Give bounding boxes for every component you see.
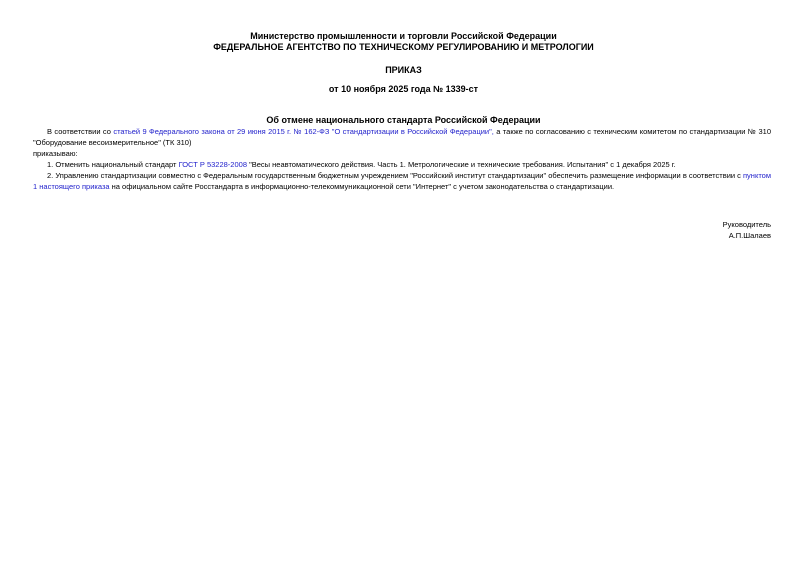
signature-position: Руководитель — [722, 220, 771, 229]
document-header — [0, 0, 807, 53]
signature-block — [33, 219, 771, 241]
order-item-2 — [33, 170, 771, 192]
signature-name: А.П.Шалаев — [728, 231, 771, 240]
doc-date-number: от 10 ноября 2025 года № 1339-ст — [328, 84, 479, 94]
preamble-text-after: а также по согласованию с техническим комитетом по стандартизации № 310 "Оборудование весоизмерительное" (ТК 310) — [33, 127, 771, 147]
ministry-line: Министерство промышленности и торговли Российской Федерации — [250, 31, 557, 41]
doc-title: Об отмене национального стандарта Российской Федерации — [266, 115, 541, 125]
order-word: приказываю: — [33, 149, 78, 158]
item2-text-before: 2. Управлению стандартизации совместно с Федеральным государственным бюджетным учреждением "Российский институт стандартизации" обеспечить размещение информации в соответствии с — [47, 171, 743, 180]
document-body — [33, 126, 771, 241]
item2-text-after: на официальном сайте Росстандарта в информационно-телекоммуникационной сети "Интернет" с учетом законодательства о стандартизации. — [109, 182, 615, 191]
item1-text-after: "Весы неавтоматического действия. Часть 1. Метрологические и технические требования. Испытания" с 1 декабря 2025 г. — [247, 160, 676, 169]
preamble-paragraph — [33, 126, 771, 148]
order-item-1 — [33, 159, 771, 170]
federal-law-link[interactable]: статьей 9 Федерального закона от 29 июня 2015 г. № 162-ФЗ "О стандартизации в Российской Федерации", — [113, 127, 494, 136]
gost-standard-link[interactable]: ГОСТ Р 53228-2008 — [178, 160, 247, 169]
item1-text-before: 1. Отменить национальный стандарт — [47, 160, 179, 169]
doc-type: ПРИКАЗ — [385, 65, 422, 75]
point-1-link[interactable]: пунктом 1 настоящего приказа — [33, 171, 771, 191]
agency-line: ФЕДЕРАЛЬНОЕ АГЕНТСТВО ПО ТЕХНИЧЕСКОМУ РЕГУЛИРОВАНИЮ И МЕТРОЛОГИИ — [213, 42, 594, 52]
preamble-text-before: В соответствии со — [47, 127, 114, 136]
